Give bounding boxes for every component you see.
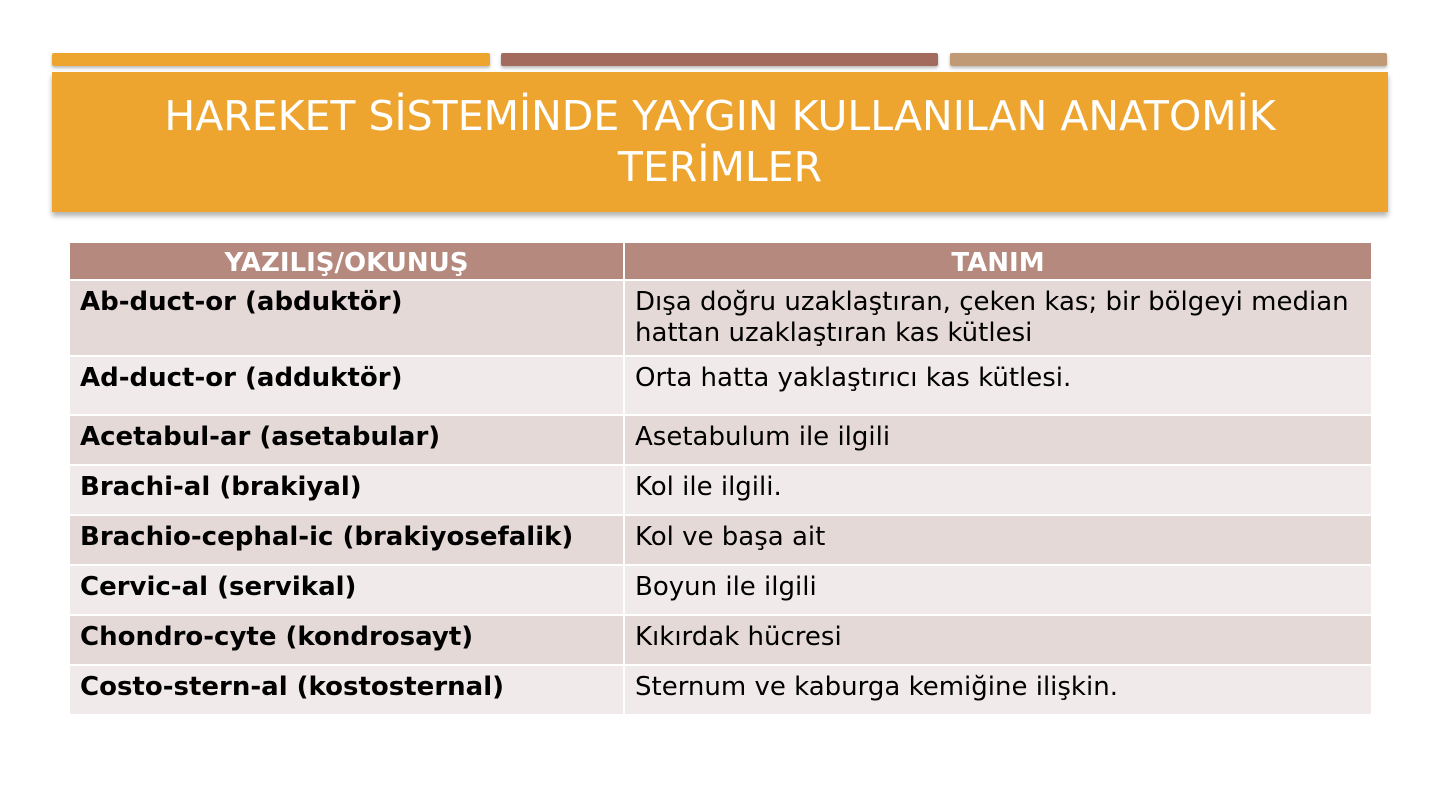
header-spelling: YAZILIŞ/OKUNUŞ [69,242,624,280]
term-cell: Ab-duct-or (abduktör) [69,280,624,356]
table-row [69,465,1372,515]
terms-table [68,241,1373,716]
title-banner [52,72,1388,212]
accent-bar-orange [52,53,490,66]
accent-bar-brown [501,53,938,66]
table-row [69,565,1372,615]
definition-cell: Kol ve başa ait [624,515,1372,565]
term-cell: Acetabul-ar (asetabular) [69,415,624,465]
table-row [69,280,1372,356]
table-row [69,665,1372,715]
header-definition: TANIM [624,242,1372,280]
definition-cell: Boyun ile ilgili [624,565,1372,615]
accent-bar-tan [950,53,1387,66]
table-header-row [69,242,1372,280]
term-cell: Ad-duct-or (adduktör) [69,356,624,415]
table-row [69,615,1372,665]
term-cell: Cervic-al (servikal) [69,565,624,615]
definition-cell: Asetabulum ile ilgili [624,415,1372,465]
definition-cell: Kol ile ilgili. [624,465,1372,515]
slide-title: HAREKET SİSTEMİNDE YAYGIN KULLANILAN ANATOMİK TERİMLER [164,92,1276,191]
table-row [69,415,1372,465]
definition-cell: Orta hatta yaklaştırıcı kas kütlesi. [624,356,1372,415]
term-cell: Chondro-cyte (kondrosayt) [69,615,624,665]
table-row [69,515,1372,565]
term-cell: Brachio-cephal-ic (brakiyosefalik) [69,515,624,565]
definition-cell: Kıkırdak hücresi [624,615,1372,665]
definition-cell: Dışa doğru uzaklaştıran, çeken kas; bir bölgeyi median hattan uzaklaştıran kas kütlesi [624,280,1372,356]
table-row [69,356,1372,415]
term-cell: Brachi-al (brakiyal) [69,465,624,515]
definition-cell: Sternum ve kaburga kemiğine ilişkin. [624,665,1372,715]
term-cell: Costo-stern-al (kostosternal) [69,665,624,715]
